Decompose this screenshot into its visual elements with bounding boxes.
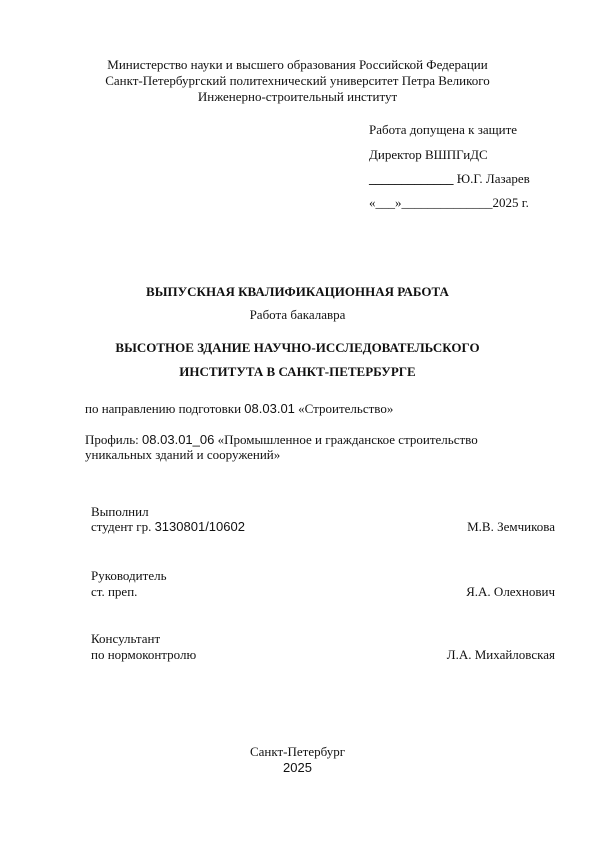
- profile-code: 08.03.01_06: [142, 432, 215, 447]
- direction-line: [85, 401, 393, 417]
- date-year: 2025 г.: [492, 195, 529, 210]
- profile-line-1: [85, 432, 478, 448]
- approval-signature-line: [369, 171, 530, 187]
- degree-subtitle: Работа бакалавра: [249, 307, 346, 322]
- performer-position-prefix: студент гр.: [91, 519, 155, 534]
- date-month-blank: ______________: [401, 195, 493, 210]
- direction-name: «Строительство»: [294, 401, 394, 416]
- consultant-position: по нормоконтролю: [91, 647, 197, 662]
- topic-line-2: ИНСТИТУТА В САНКТ-ПЕТЕРБУРГЕ: [179, 364, 416, 379]
- director-name: Ю.Г. Лазарев: [453, 171, 530, 186]
- performer-role: Выполнил: [91, 504, 149, 519]
- supervisor-role: Руководитель: [91, 568, 167, 583]
- topic-line-1: ВЫСОТНОЕ ЗДАНИЕ НАУЧНО-ИССЛЕДОВАТЕЛЬСКОГО: [115, 340, 480, 355]
- signature-blank: _____________: [369, 171, 454, 186]
- footer-city: Санкт-Петербург: [249, 744, 346, 759]
- university-line: Санкт-Петербургский политехнический университет Петра Великого: [105, 73, 490, 88]
- consultant-name: Л.А. Михайловская: [446, 647, 555, 662]
- date-day-blank: «___»: [369, 195, 402, 210]
- profile-prefix: Профиль:: [85, 432, 143, 447]
- supervisor-name: Я.А. Олехнович: [466, 584, 555, 599]
- direction-prefix: по направлению подготовки: [85, 401, 245, 416]
- approval-admitted: Работа допущена к защите: [369, 122, 518, 137]
- performer-group: 3130801/10602: [154, 519, 245, 534]
- approval-director-title: Директор ВШПГиДС: [369, 147, 488, 162]
- institute-line: Инженерно-строительный институт: [197, 89, 398, 104]
- approval-date-line: [369, 195, 529, 211]
- profile-line-2: уникальных зданий и сооружений»: [85, 447, 281, 462]
- performer-name: М.В. Земчикова: [467, 519, 555, 534]
- work-type-title: ВЫПУСКНАЯ КВАЛИФИКАЦИОННАЯ РАБОТА: [146, 284, 449, 299]
- supervisor-position: ст. преп.: [91, 584, 138, 599]
- profile-name-part1: «Промышленное и гражданское строительство: [214, 432, 478, 447]
- direction-code: 08.03.01: [244, 401, 295, 416]
- performer-position: [91, 519, 245, 535]
- ministry-line: Министерство науки и высшего образования Российской Федерации: [107, 57, 488, 72]
- consultant-role: Консультант: [91, 631, 161, 646]
- footer-year: 2025: [283, 760, 312, 775]
